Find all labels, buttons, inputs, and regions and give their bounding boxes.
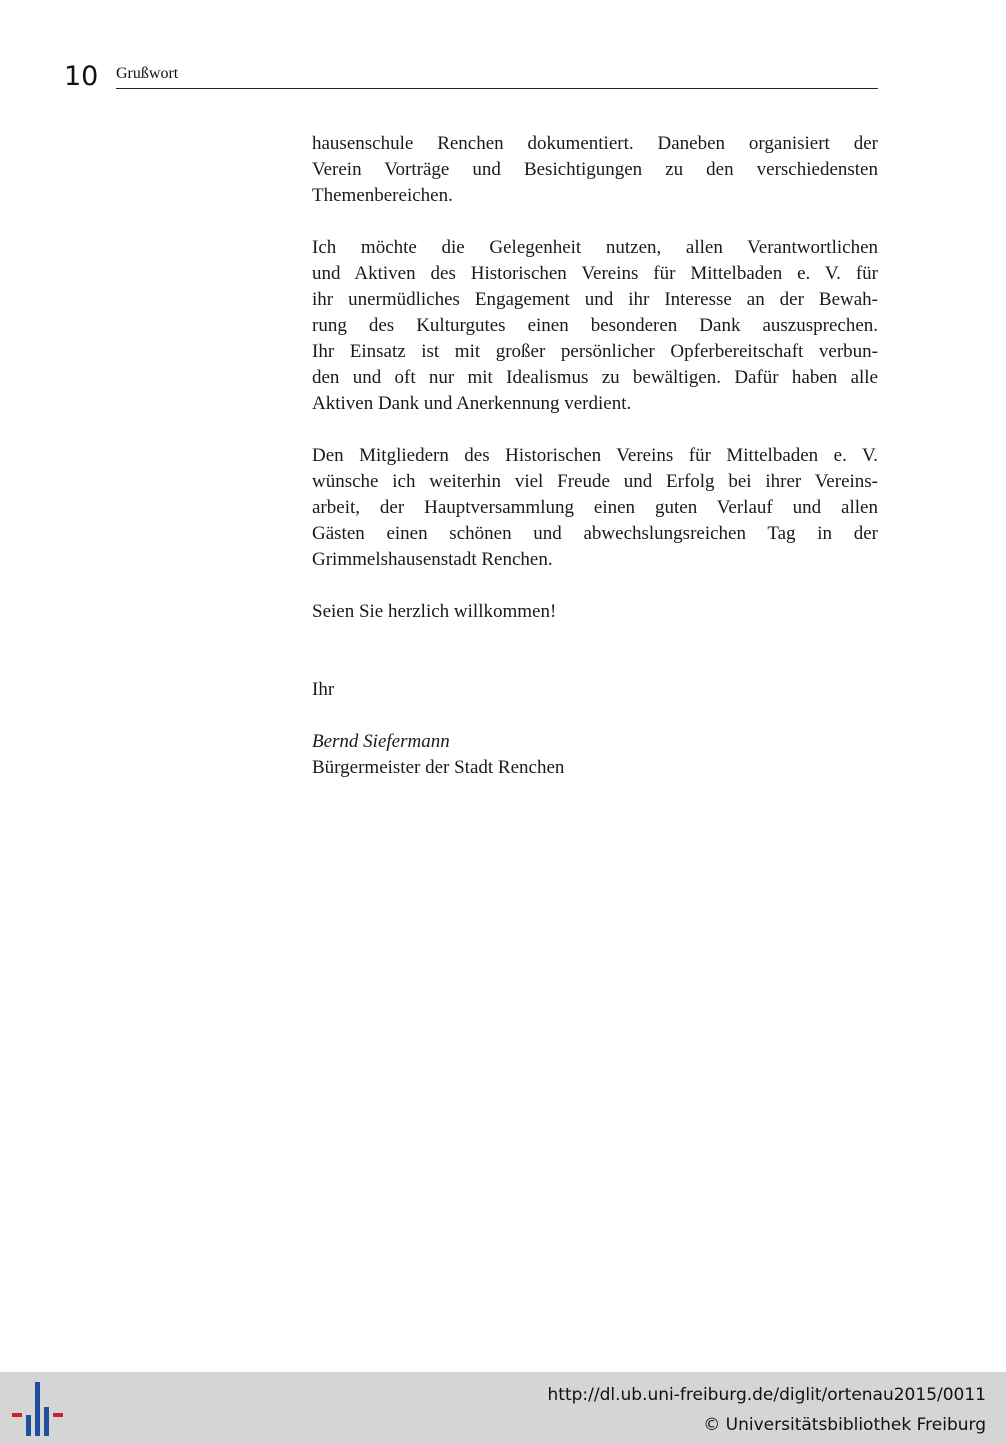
paragraph-1 [312, 131, 878, 209]
paragraph-gap [312, 703, 878, 729]
paragraph-gap [312, 573, 878, 599]
footer-copyright: © Universitätsbibliothek Freiburg [703, 1415, 986, 1435]
paragraph-line: Ich möchte die Gelegenheit nutzen, allen Verantwortlichen [312, 237, 878, 258]
paragraph-gap [312, 625, 878, 677]
letter-body [312, 131, 878, 781]
paragraph-line: Ihr Einsatz ist mit großer persönlicher Opferbereitschaft verbun- [312, 341, 878, 362]
library-logo-icon [12, 1382, 64, 1436]
logo-left-dash [12, 1413, 22, 1417]
logo-right-dash [53, 1413, 63, 1417]
closing-line: Ihr [312, 679, 335, 700]
paragraph-3 [312, 443, 878, 573]
paragraph-line: rung des Kulturgutes einen besonderen Dank auszusprechen. [312, 315, 878, 336]
paragraph-2 [312, 235, 878, 417]
paragraph-line: Themenbereichen. [312, 185, 453, 206]
logo-tall-bar [35, 1382, 40, 1436]
paragraph-line: wünsche ich weiterhin viel Freude und Erfolg bei ihrer Vereins- [312, 471, 878, 492]
logo-short-bar [26, 1415, 31, 1436]
header-rule [116, 88, 878, 89]
page-number: 10 [64, 61, 99, 92]
running-title: Grußwort [116, 65, 179, 82]
paragraph-line: hausenschule Renchen dokumentiert. Daneben organisiert der [312, 133, 878, 154]
footer-bar [0, 1372, 1006, 1444]
welcome-line: Seien Sie herzlich willkommen! [312, 601, 557, 622]
paragraph-gap [312, 417, 878, 443]
paragraph-line: Aktiven Dank und Anerkennung verdient. [312, 393, 632, 414]
paragraph-line: arbeit, der Hauptversammlung einen guten Verlauf und allen [312, 497, 878, 518]
paragraph-gap [312, 209, 878, 235]
paragraph-line: Gästen einen schönen und abwechslungsreichen Tag in der [312, 523, 878, 544]
paragraph-line: und Aktiven des Historischen Vereins für Mittelbaden e. V. für [312, 263, 878, 284]
paragraph-line: Grimmelshausenstadt Renchen. [312, 549, 553, 570]
signature-name: Bernd Siefermann [312, 731, 450, 752]
paragraph-line: den und oft nur mit Idealismus zu bewältigen. Dafür haben alle [312, 367, 878, 388]
page-header [64, 60, 878, 90]
paragraph-line: Verein Vorträge und Besichtigungen zu den verschiedensten [312, 159, 878, 180]
paragraph-line: Den Mitgliedern des Historischen Vereins für Mittelbaden e. V. [312, 445, 878, 466]
signature-title: Bürgermeister der Stadt Renchen [312, 757, 565, 778]
paragraph-line: ihr unermüdliches Engagement und ihr Interesse an der Bewah- [312, 289, 878, 310]
footer-url-link[interactable]: http://dl.ub.uni-freiburg.de/diglit/ortenau2015/0011 [547, 1385, 986, 1405]
logo-mid-bar [44, 1407, 49, 1436]
